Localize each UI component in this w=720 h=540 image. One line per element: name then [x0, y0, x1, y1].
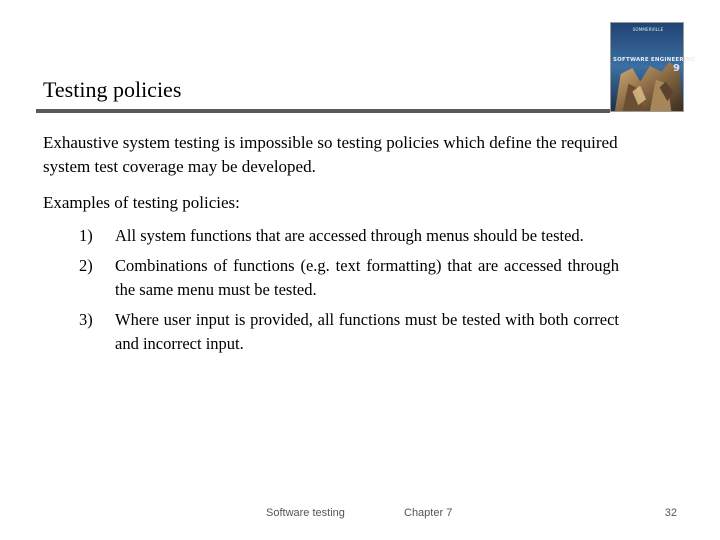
list-item [79, 224, 619, 248]
footer-chapter: Chapter 7 [404, 507, 453, 519]
list-item [79, 254, 619, 302]
title-divider [36, 109, 610, 113]
footer-page-number: 32 [664, 507, 677, 519]
slide-title: Testing policies [43, 77, 182, 102]
list-item-number: 2) [79, 256, 93, 275]
intro-paragraph: Exhaustive system testing is impossible so testing policies which define the required system test coverage may be developed. [43, 133, 618, 176]
list-item-text: All system functions that are accessed through menus should be tested. [115, 226, 584, 245]
examples-heading: Examples of testing policies: [43, 193, 240, 212]
footer-section-name: Software testing [266, 507, 345, 519]
list-item-number: 3) [79, 310, 93, 329]
list-item-text: Where user input is provided, all functions must be tested with both correct and incorrect input. [115, 310, 619, 353]
book-cover-edition: 9 [673, 63, 680, 74]
list-item-number: 1) [79, 226, 93, 245]
list-item [79, 308, 619, 356]
book-cover-title: SOFTWARE ENGINEERING [613, 57, 696, 63]
list-item-text: Combinations of functions (e.g. text formatting) that are accessed through the same menu must be tested. [115, 256, 619, 299]
book-cover-author: SOMMERVILLE [632, 27, 664, 32]
book-cover-image [610, 22, 696, 112]
policy-list [79, 224, 619, 356]
